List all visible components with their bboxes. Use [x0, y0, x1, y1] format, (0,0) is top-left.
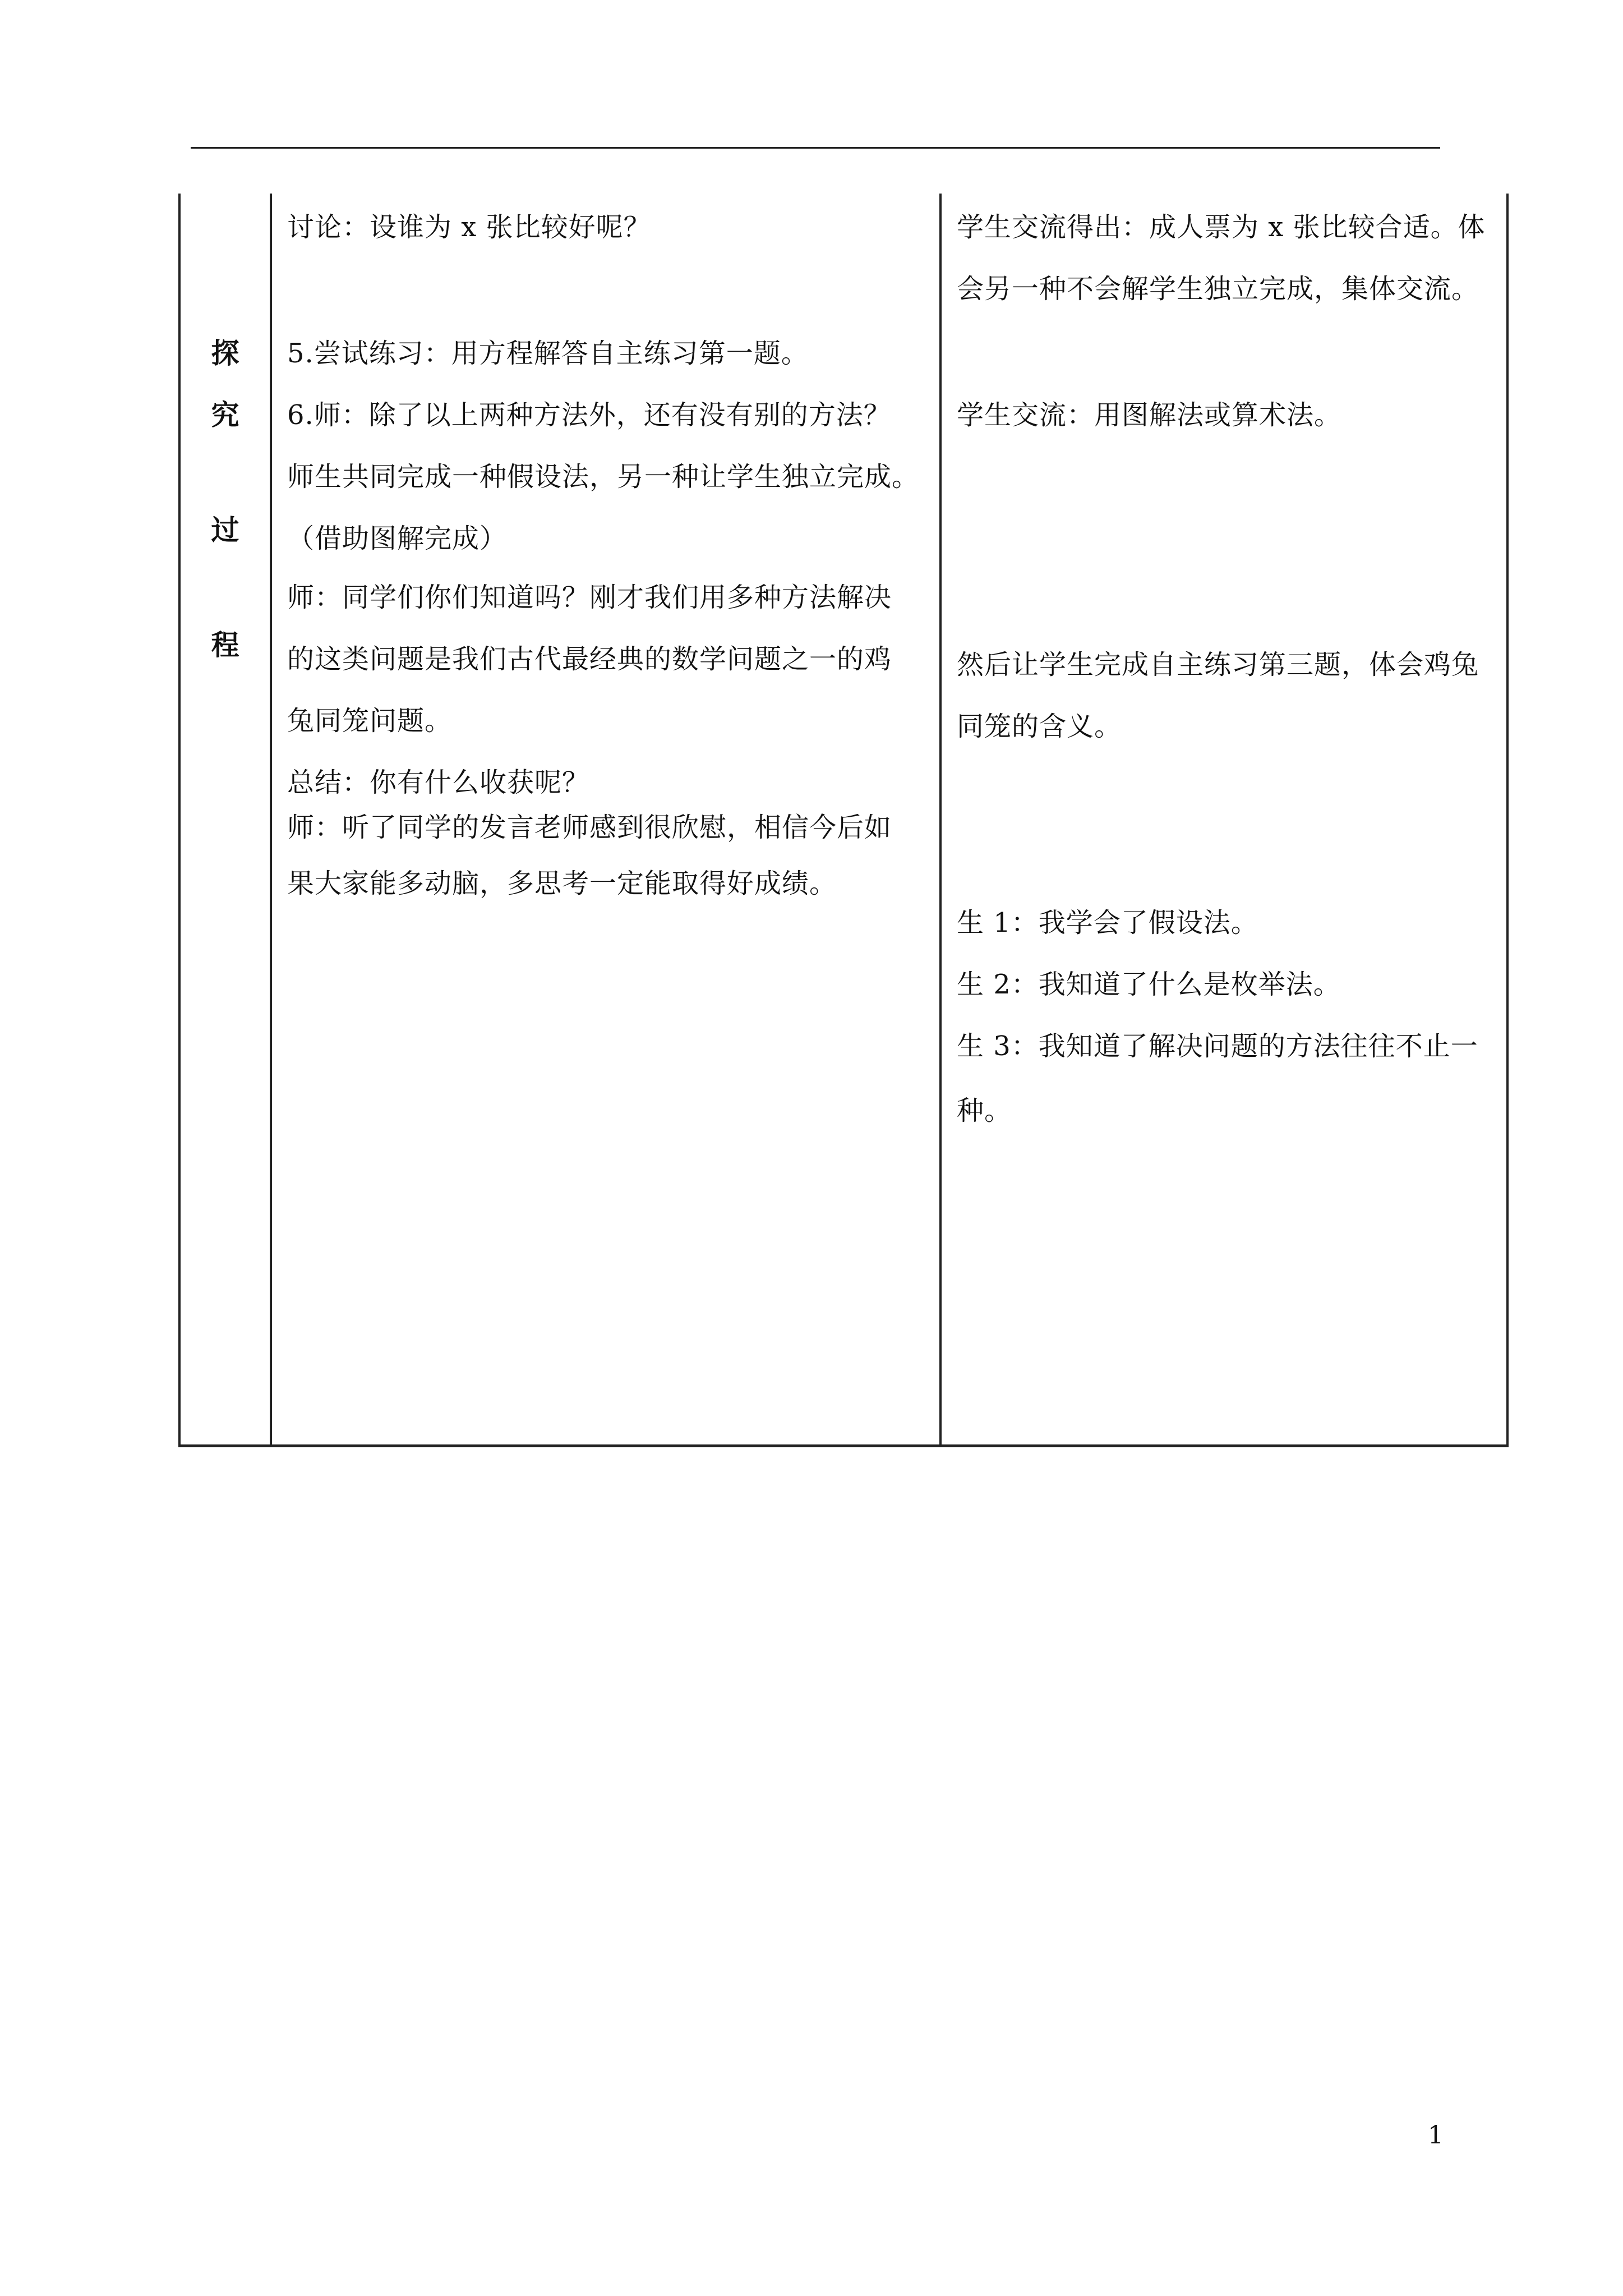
student-line: 学生交流：用图解法或算术法。 [957, 399, 1342, 431]
teacher-line: 讨论：设谁为 x 张比较好呢？ [287, 211, 651, 243]
student-line: 生 3：我知道了解决问题的方法往往不止一 [957, 1030, 1478, 1062]
teacher-line: 6.师：除了以上两种方法外，还有没有别的方法？ [287, 399, 891, 431]
student-line: 种。 [957, 1095, 1012, 1126]
teacher-line: 总结：你有什么收获呢？ [287, 767, 590, 798]
teacher-line: 5.尝试练习：用方程解答自主练习第一题。 [287, 338, 809, 369]
table-row [179, 194, 1507, 1446]
teacher-activity-cell [271, 194, 940, 1446]
teacher-line: 兔同笼问题。 [287, 705, 453, 737]
teacher-line: 师生共同完成一种假设法，另一种让学生独立完成。 [287, 461, 920, 493]
section-label-cell [179, 194, 271, 1446]
student-line: 生 2：我知道了什么是枚举法。 [957, 969, 1341, 1000]
page-number: 1 [1428, 2121, 1444, 2150]
section-label-char: 程 [211, 629, 239, 661]
teacher-line: （借助图解完成） [287, 523, 508, 554]
student-line: 会另一种不会解学生独立完成，集体交流。 [957, 273, 1479, 305]
student-line: 生 1：我学会了假设法。 [957, 907, 1258, 938]
section-label-char: 过 [211, 514, 239, 546]
student-line: 同笼的含义。 [957, 711, 1122, 742]
student-line: 学生交流得出：成人票为 x 张比较合适。体 [957, 211, 1486, 243]
lesson-plan-table [178, 194, 1509, 1447]
header-rule [191, 147, 1440, 149]
section-label-char: 探 [211, 337, 239, 370]
section-label-char: 究 [211, 399, 239, 431]
student-line: 然后让学生完成自主练习第三题，体会鸡兔 [957, 649, 1479, 680]
teacher-line: 师：听了同学的发言老师感到很欣慰，相信今后如 [287, 812, 892, 843]
teacher-line: 果大家能多动脑，多思考一定能取得好成绩。 [287, 868, 837, 899]
teacher-line: 的这类问题是我们古代最经典的数学问题之一的鸡 [287, 643, 892, 675]
student-activity-cell [940, 194, 1507, 1446]
teacher-line: 师：同学们你们知道吗？刚才我们用多种方法解决 [287, 582, 892, 613]
